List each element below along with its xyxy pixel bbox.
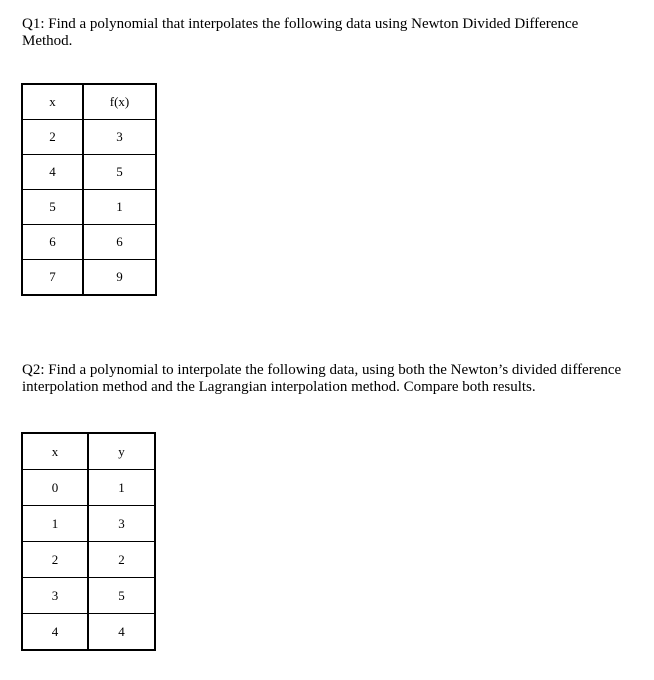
q2-data-table <box>21 432 156 651</box>
cell-y: 5 <box>88 578 155 614</box>
cell-fx: 5 <box>83 155 156 190</box>
table-header-row <box>22 433 155 470</box>
column-header-x: x <box>22 433 88 470</box>
q1-data-table <box>21 83 157 296</box>
cell-fx: 6 <box>83 225 156 260</box>
column-header-fx: f(x) <box>83 84 156 120</box>
cell-x: 4 <box>22 614 88 651</box>
cell-x: 0 <box>22 470 88 506</box>
cell-x: 7 <box>22 260 83 296</box>
table-header-row <box>22 84 156 120</box>
cell-x: 3 <box>22 578 88 614</box>
cell-fx: 3 <box>83 120 156 155</box>
cell-fx: 1 <box>83 190 156 225</box>
cell-x: 1 <box>22 506 88 542</box>
table-row <box>22 470 155 506</box>
table-row <box>22 578 155 614</box>
cell-x: 4 <box>22 155 83 190</box>
table-row <box>22 542 155 578</box>
cell-x: 5 <box>22 190 83 225</box>
table-row <box>22 225 156 260</box>
cell-y: 3 <box>88 506 155 542</box>
cell-y: 4 <box>88 614 155 651</box>
column-header-x: x <box>22 84 83 120</box>
cell-fx: 9 <box>83 260 156 296</box>
table-row <box>22 614 155 651</box>
table-row <box>22 506 155 542</box>
cell-x: 6 <box>22 225 83 260</box>
question-1-text: Q1: Find a polynomial that interpolates the following data using Newton Divided Difference Method. <box>22 16 579 49</box>
table-row <box>22 120 156 155</box>
column-header-y: y <box>88 433 155 470</box>
question-2-text: Q2: Find a polynomial to interpolate the following data, using both the Newton’s divided difference interpolation method and the Lagrangian interpolation method. Compare both results. <box>22 362 622 395</box>
table-row <box>22 155 156 190</box>
table-row <box>22 260 156 296</box>
cell-y: 1 <box>88 470 155 506</box>
table-row <box>22 190 156 225</box>
cell-x: 2 <box>22 120 83 155</box>
cell-y: 2 <box>88 542 155 578</box>
cell-x: 2 <box>22 542 88 578</box>
